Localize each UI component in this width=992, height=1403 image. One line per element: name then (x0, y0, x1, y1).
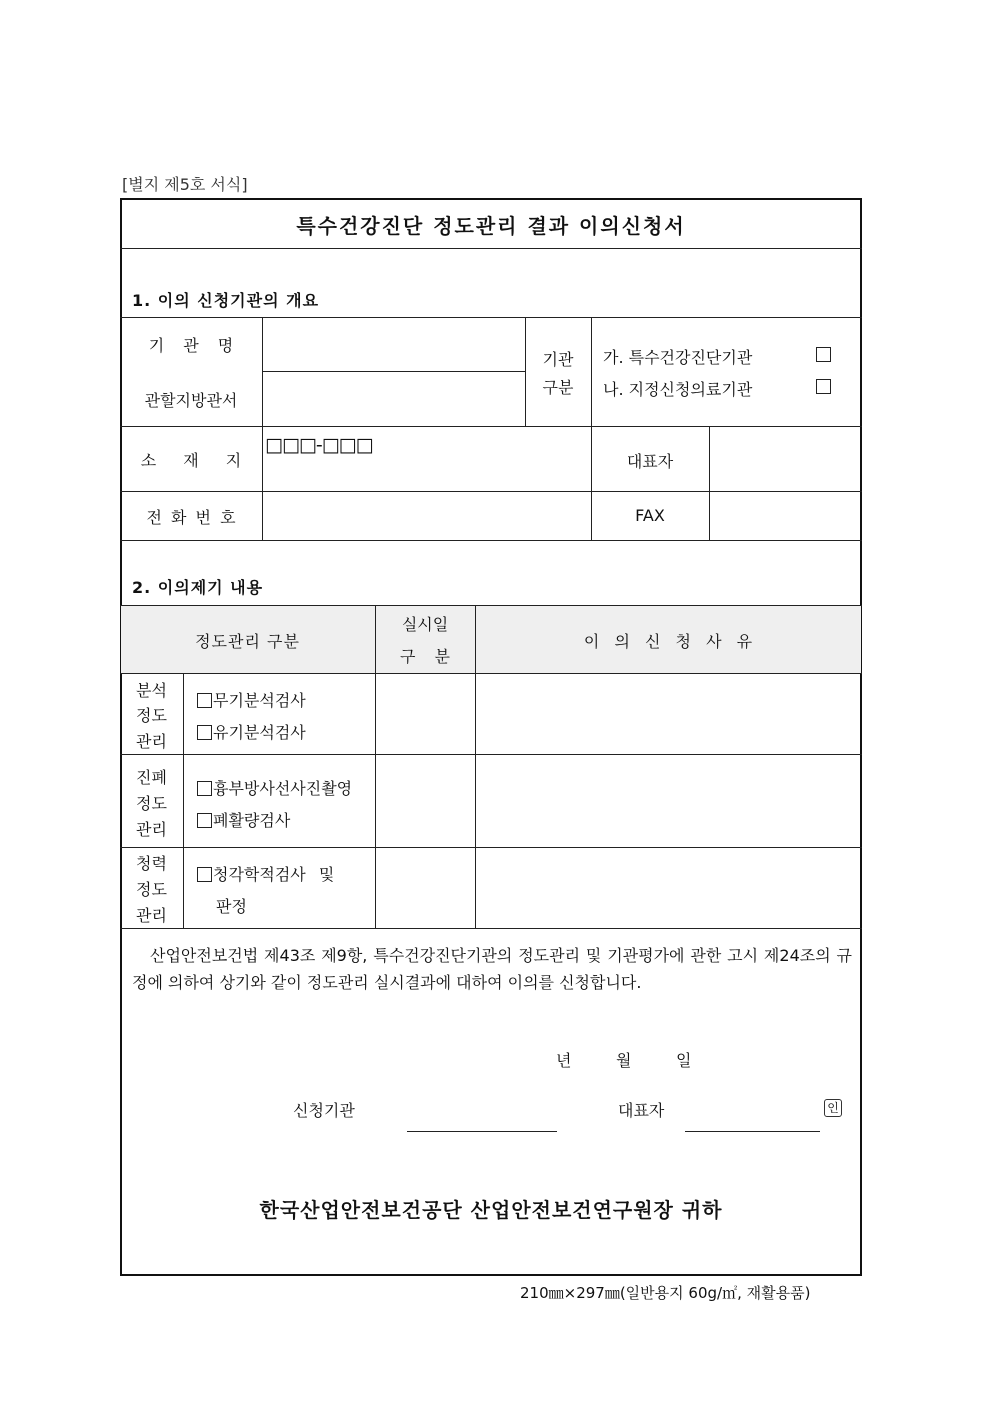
org-type-label-line2: 구분 (542, 378, 574, 397)
checkbox-icon[interactable] (197, 867, 212, 882)
checkbox-icon[interactable] (197, 693, 212, 708)
inorganic-analysis-item[interactable] (197, 688, 306, 711)
checkbox-icon[interactable] (197, 813, 212, 828)
organic-analysis-item[interactable] (197, 720, 306, 743)
col-date-header-line1: 실시일 (401, 615, 449, 634)
row-group-label: 분석 (136, 681, 167, 700)
recipient: 한국산업안전보건공단 산업안전보건연구원장 귀하 (259, 1198, 723, 1222)
divider (475, 605, 476, 928)
date-year: 년 (556, 1051, 572, 1070)
divider (183, 673, 184, 928)
org-name-label: 기 관 명 (148, 336, 234, 355)
org-name-field[interactable] (263, 318, 525, 371)
address-label: 소 재 지 (140, 451, 242, 470)
col-category-header: 정도관리 구분 (195, 632, 300, 651)
signature-representative-label: 대표자 (618, 1101, 665, 1120)
divider (120, 540, 862, 541)
jurisdiction-label: 관할지방관서 (144, 391, 238, 410)
seal-mark: 인 (824, 1099, 842, 1117)
org-type-option-b: 나. 지정신청의료기관 (603, 380, 753, 399)
row-group-label: 진폐 (136, 768, 167, 787)
org-type-label-line1: 기관 (542, 350, 574, 369)
org-type-option-a: 가. 특수건강진단기관 (603, 348, 753, 367)
checkbox-icon[interactable] (197, 725, 212, 740)
form-number: [별지 제5호 서식] (122, 175, 248, 194)
item-label: 청각학적검사 및 (213, 865, 335, 884)
section-1-heading: 1. 이의 신청기관의 개요 (132, 291, 320, 310)
row-group-label: 정도 (136, 706, 167, 725)
item-label: 폐활량검사 (213, 811, 291, 830)
postal-code-template[interactable]: □□□-□□□ (265, 434, 373, 456)
divider (120, 928, 862, 929)
declaration-text (132, 942, 852, 996)
chest-xray-item[interactable] (197, 776, 352, 799)
row-group-label: 정도 (136, 880, 167, 899)
jurisdiction-field[interactable] (263, 372, 525, 426)
paper-spec-footer: 210㎜×297㎜(일반용지 60g/㎡, 재활용품) (520, 1284, 811, 1302)
phone-label: 전 화 번 호 (146, 508, 236, 527)
date-day: 일 (676, 1051, 692, 1070)
row-group-label: 정도 (136, 794, 167, 813)
divider (120, 754, 862, 755)
divider (120, 605, 862, 606)
checkbox-icon[interactable] (197, 781, 212, 796)
item-label: 흉부방사선사진촬영 (213, 779, 353, 798)
declaration-content: 산업안전보건법 제43조 제9항, 특수건강진단기관의 정도관리 및 기관평가에 관한 고시 제24조의 규정에 의하여 상기와 같이 정도관리 실시결과에 대하여 이의를 신청합니다. (132, 946, 852, 992)
section-2-heading: 2. 이의제기 내용 (132, 578, 264, 597)
row-group-label: 관리 (136, 820, 167, 839)
row-group-label: 관리 (136, 906, 167, 925)
applicant-signature-line[interactable] (407, 1131, 557, 1132)
audiology-item-continued: 판정 (216, 897, 247, 916)
spirometry-item[interactable] (197, 808, 290, 831)
divider (120, 248, 862, 249)
col-date-header-line2: 구 분 (400, 647, 450, 666)
org-type-b-checkbox[interactable] (816, 379, 831, 394)
item-label: 무기분석검사 (213, 691, 306, 710)
col-reason-header: 이 의 신 청 사 유 (583, 632, 753, 651)
representative-signature-line[interactable] (685, 1131, 820, 1132)
org-type-a-checkbox[interactable] (816, 347, 831, 362)
divider (120, 847, 862, 848)
applicant-label: 신청기관 (293, 1101, 355, 1120)
representative-field[interactable] (710, 427, 861, 491)
row-group-label: 관리 (136, 732, 167, 751)
fax-field[interactable] (710, 492, 861, 540)
divider (525, 317, 526, 426)
date-month: 월 (616, 1051, 632, 1070)
fax-label: FAX (635, 506, 665, 525)
phone-field[interactable] (263, 492, 591, 540)
form-title: 특수건강진단 정도관리 결과 이의신청서 (296, 214, 686, 238)
audiology-item[interactable] (197, 862, 334, 885)
divider (120, 673, 862, 674)
row-group-label: 청력 (136, 854, 167, 873)
representative-label: 대표자 (626, 452, 674, 471)
item-label: 유기분석검사 (213, 723, 306, 742)
